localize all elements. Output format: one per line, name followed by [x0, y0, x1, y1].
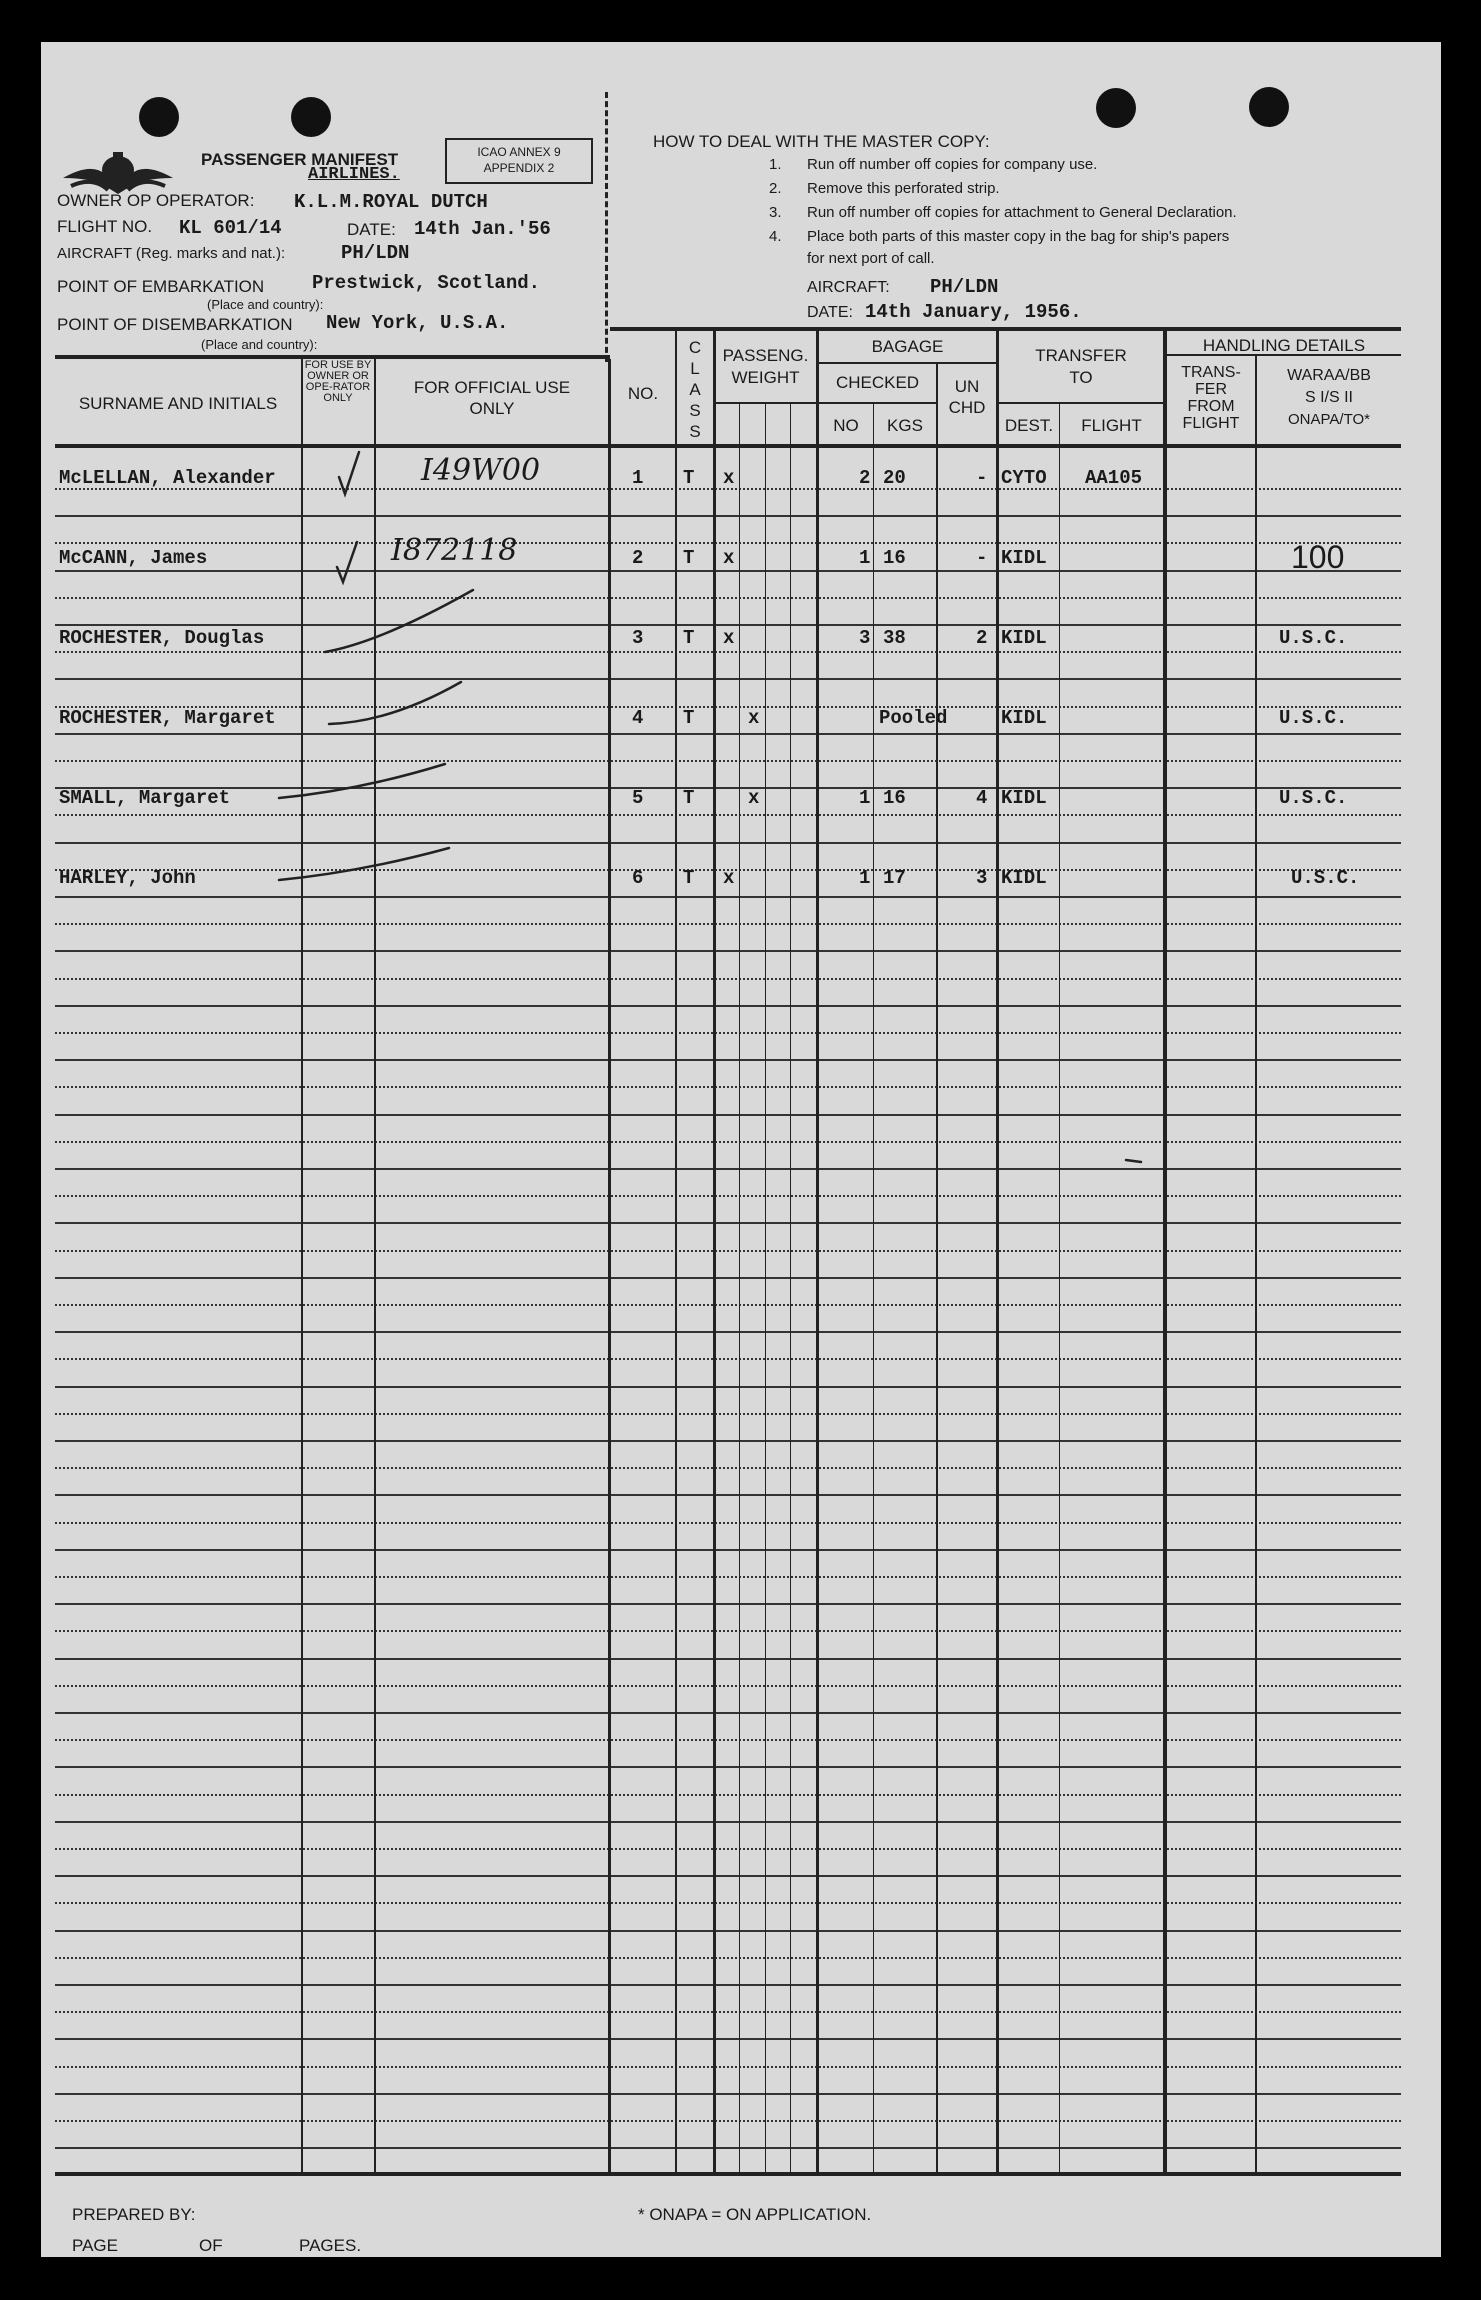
passenger-name: ROCHESTER, Margaret [59, 707, 276, 729]
handling-details: 100 [1291, 539, 1345, 575]
form-title: PASSENGER MANIFEST [201, 150, 399, 169]
transfer-header-2: TO [1069, 368, 1093, 387]
class-letter: S [689, 401, 701, 420]
instruction-num: 1. [769, 156, 782, 173]
bag-count: 1 [859, 547, 871, 569]
weight-mark: x [723, 547, 735, 569]
flight-value: KL 601/14 [179, 217, 282, 239]
owner-value: K.L.M.ROYAL DUTCH [294, 191, 488, 213]
handling-details: U.S.C. [1279, 787, 1348, 809]
transfer-from-line: FROM [1187, 398, 1235, 415]
class-letter: L [690, 359, 700, 378]
waraa-line: S I/S II [1304, 389, 1353, 406]
passenger-name: McLELLAN, Alexander [59, 467, 276, 489]
passenger-class: T [683, 867, 695, 889]
manifest-sheet [41, 42, 1441, 2257]
instruction-num: 2. [769, 180, 782, 197]
instruction-text-cont: for next port of call. [807, 250, 935, 267]
unchd-header-1: UN [954, 377, 980, 396]
embark-label: POINT OF EMBARKATION [57, 277, 265, 296]
transfer-header-1: TRANSFER [1035, 346, 1127, 365]
passenger-name: ROCHESTER, Douglas [59, 627, 265, 649]
handling-details: U.S.C. [1279, 707, 1348, 729]
right-aircraft-value: PH/LDN [930, 276, 999, 298]
unchecked-bags: 4 [976, 787, 988, 809]
right-aircraft-label: AIRCRAFT: [807, 279, 890, 296]
weight-mark: x [748, 707, 760, 729]
prepared-by-label: PREPARED BY: [72, 2205, 196, 2224]
flight-label: FLIGHT NO. [57, 217, 153, 236]
instruction-num: 3. [769, 204, 782, 221]
transfer-dest: KIDL [1001, 787, 1047, 809]
instructions-title: HOW TO DEAL WITH THE MASTER COPY: [653, 132, 990, 151]
right-date-label: DATE: [807, 304, 853, 321]
bag-kgs: 17 [883, 867, 906, 889]
for-use-header: FOR USE BY OWNER OR OPE-RATOR ONLY [304, 359, 372, 404]
handling-details: U.S.C. [1279, 627, 1348, 649]
weight-mark: x [723, 867, 735, 889]
pages-label: PAGES. [299, 2236, 362, 2255]
bag-kgs: 16 [883, 547, 906, 569]
bagage-header: BAGAGE [871, 337, 944, 356]
bag-no-header: NO [833, 416, 859, 435]
transfer-from-line: FLIGHT [1182, 415, 1240, 432]
date-value: 14th Jan.'56 [414, 218, 551, 240]
flight-header: FLIGHT [1081, 416, 1142, 435]
footer-note: * ONAPA = ON APPLICATION. [638, 2205, 872, 2224]
disembark-value: New York, U.S.A. [326, 312, 509, 334]
instruction-text: Run off number off copies for company use. [807, 156, 1098, 173]
disembark-sublabel: (Place and country): [201, 337, 318, 352]
no-header: NO. [627, 384, 659, 403]
icao-appendix-label: APPENDIX 2 [483, 161, 555, 175]
official-use-entry: I872118 [391, 533, 518, 568]
bag-count: 1 [859, 787, 871, 809]
passenger-no: 3 [632, 627, 644, 649]
passenger-name: McCANN, James [59, 547, 208, 569]
transfer-dest: KIDL [1001, 867, 1047, 889]
passenger-no: 4 [632, 707, 644, 729]
of-label: OF [199, 2236, 223, 2255]
bag-count: 1 [859, 867, 871, 889]
kgs-header: KGS [887, 416, 923, 435]
handling-header: HANDLING DETAILS [1202, 336, 1366, 355]
transfer-flight: AA105 [1085, 467, 1143, 489]
passenger-class: T [683, 547, 695, 569]
instruction-text: Run off number off copies for attachment to General Declaration. [807, 204, 1237, 221]
embark-value: Prestwick, Scotland. [312, 272, 541, 294]
weight-mark: x [723, 467, 735, 489]
unchecked-bags: - [976, 547, 988, 569]
class-letter: A [689, 380, 701, 399]
instruction-text: Place both parts of this master copy in the bag for ship's papers [807, 228, 1230, 245]
bag-kgs: 20 [883, 467, 906, 489]
airline-stamp: AIRLINES. [308, 165, 400, 184]
aircraft-label: AIRCRAFT (Reg. marks and nat.): [57, 245, 286, 262]
handwritten-ticks [41, 42, 1441, 2257]
class-letter: C [688, 338, 702, 357]
aircraft-value: PH/LDN [341, 242, 410, 264]
unchecked-bags: 3 [976, 867, 988, 889]
instruction-text: Remove this perforated strip. [807, 180, 1000, 197]
surname-header: SURNAME AND INITIALS [78, 394, 278, 413]
weight-header: WEIGHT [731, 368, 800, 387]
dest-header: DEST. [1004, 416, 1054, 435]
official-header-1: FOR OFFICIAL USE [413, 378, 571, 397]
passenger-no: 6 [632, 867, 644, 889]
passenger-name: HARLEY, John [59, 867, 196, 889]
official-use-entry: I49W00 [421, 453, 541, 488]
bag-kgs: 38 [883, 627, 906, 649]
class-letter: S [689, 422, 701, 441]
waraa-line: ONAPA/TO* [1288, 411, 1370, 428]
transfer-dest: KIDL [1001, 707, 1047, 729]
date-label: DATE: [347, 220, 396, 239]
unchecked-bags: - [976, 467, 988, 489]
transfer-from-line: FER [1195, 381, 1227, 398]
transfer-dest: KIDL [1001, 627, 1047, 649]
icao-annex-label: ICAO ANNEX 9 [477, 145, 561, 159]
right-date-value: 14th January, 1956. [865, 301, 1082, 323]
page-label: PAGE [72, 2236, 118, 2255]
bag-count: 3 [859, 627, 871, 649]
passeng-header: PASSENG. [722, 346, 809, 365]
passenger-class: T [683, 627, 695, 649]
transfer-dest: CYTO [1001, 467, 1047, 489]
transfer-from-line: TRANS- [1181, 364, 1241, 381]
passenger-no: 5 [632, 787, 644, 809]
passenger-class: T [683, 467, 695, 489]
bag-kgs: Pooled [879, 707, 948, 729]
official-header-2: ONLY [469, 399, 515, 418]
weight-mark: x [723, 627, 735, 649]
unchecked-bags: 2 [976, 627, 988, 649]
passenger-no: 1 [632, 467, 644, 489]
passenger-name: SMALL, Margaret [59, 787, 231, 809]
embark-sublabel: (Place and country): [207, 297, 324, 312]
waraa-line: WARAA/BB [1287, 367, 1371, 384]
manifest-table [41, 42, 1441, 2257]
weight-mark: x [748, 787, 760, 809]
passenger-class: T [683, 787, 695, 809]
checked-header: CHECKED [835, 373, 920, 392]
owner-label: OWNER OP OPERATOR: [57, 191, 255, 210]
bag-kgs: 16 [883, 787, 906, 809]
bag-count: 2 [859, 467, 871, 489]
handling-details: U.S.C. [1291, 867, 1360, 889]
instruction-num: 4. [769, 228, 782, 245]
disembark-label: POINT OF DISEMBARKATION [57, 315, 293, 334]
passenger-no: 2 [632, 547, 644, 569]
passenger-class: T [683, 707, 695, 729]
unchd-header-2: CHD [948, 398, 986, 417]
transfer-dest: KIDL [1001, 547, 1047, 569]
